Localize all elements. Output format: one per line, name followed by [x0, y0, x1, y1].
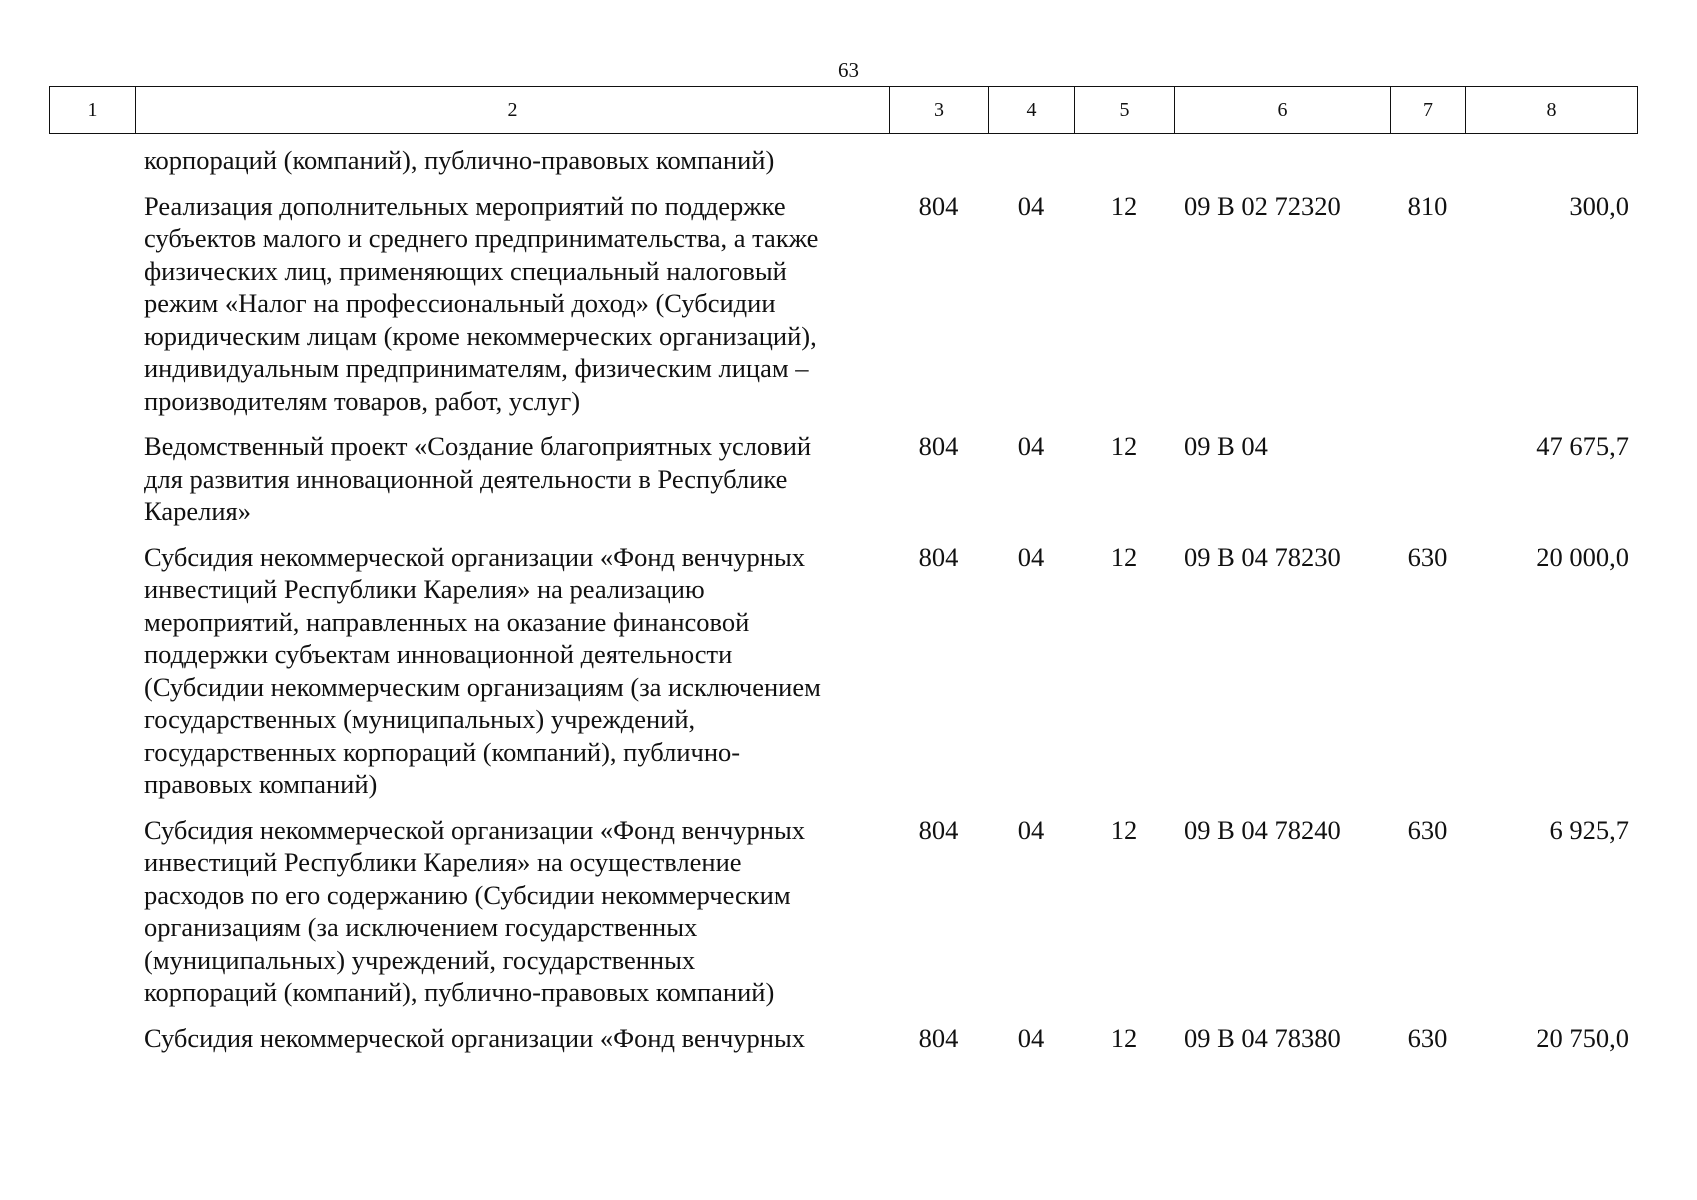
amount-cell: 300,0 — [1569, 190, 1629, 221]
column-header-row — [50, 87, 1638, 134]
section-code-cell: 04 — [1017, 1022, 1045, 1053]
amount-cell: 6 925,7 — [1549, 814, 1629, 845]
target-article-cell — [1174, 144, 1390, 190]
expense-type-cell: 630 — [1407, 814, 1448, 845]
subsection-code-cell: 12 — [1110, 541, 1138, 572]
subsection-code-cell: 12 — [1110, 814, 1138, 845]
column-header-8: 8 — [1466, 87, 1638, 134]
expense-type-cell: 630 — [1407, 541, 1448, 572]
section-code-cell: 04 — [1017, 190, 1045, 221]
row-name-cell: Субсидия некоммерческой организации «Фонд венчурных — [144, 1022, 806, 1053]
column-header-table — [49, 86, 1638, 134]
ministry-code-cell: 804 — [918, 431, 959, 461]
row-name-cell: Субсидия некоммерческой организации «Фонд венчурных инвестиций Республики Карелия» на реализацию мероприятий, направленных на оказание финансовой поддержки субъектам инновационной деятельности (Субсидии некоммерческим организациям (за исключением государственных (муниципальных) учреждений, государственных корпораций (компаний), публично- правовых компаний) — [144, 541, 821, 799]
expense-type-cell: 630 — [1407, 1022, 1448, 1053]
ministry-code-cell: 804 — [918, 1022, 959, 1053]
amount-cell: 47 675,7 — [1536, 431, 1629, 461]
row-name-cell: Реализация дополнительных мероприятий по поддержке субъектов малого и среднего предпринимательства, а также физических лиц, применяющих специальный налоговый режим «Налог на профессиональный доход» (Субсидии юридическим лицам (кроме некоммерческих организаций), индивидуальным предпринимателям, физическим лицам – производителям товаров, работ, услуг) — [144, 190, 819, 416]
subsection-code-cell: 12 — [1110, 431, 1138, 461]
expense-type-cell — [1390, 430, 1465, 541]
target-article-cell: 09 В 04 78240 — [1184, 814, 1341, 845]
amount-cell: 20 750,0 — [1536, 1022, 1629, 1053]
target-article-cell: 09 В 02 72320 — [1184, 190, 1341, 221]
column-header-2: 2 — [136, 87, 890, 134]
column-header-5: 5 — [1075, 87, 1175, 134]
ministry-code-cell — [889, 144, 988, 190]
table-row — [49, 190, 1637, 431]
row-name-cell: Ведомственный проект «Создание благоприятных условий для развития инновационной деятельности в Республике Карелия» — [144, 431, 812, 526]
subsection-code-cell: 12 — [1110, 190, 1138, 221]
amount-cell: 20 000,0 — [1536, 541, 1629, 572]
amount-cell — [1465, 144, 1637, 190]
expense-type-cell — [1390, 144, 1465, 190]
column-header-4: 4 — [989, 87, 1075, 134]
subsection-code-cell: 12 — [1110, 1022, 1138, 1053]
ministry-code-cell: 804 — [918, 541, 959, 572]
ministry-code-cell: 804 — [918, 190, 959, 221]
row-name-cell: Субсидия некоммерческой организации «Фонд венчурных инвестиций Республики Карелия» на осуществление расходов по его содержанию (Субсидии некоммерческим организациям (за исключением государственных (муниципальных) учреждений, государственных корпораций (компаний), публично-правовых компаний) — [144, 814, 806, 1007]
table-row — [49, 144, 1637, 190]
table-row — [49, 541, 1637, 814]
budget-table — [49, 144, 1637, 1067]
ministry-code-cell: 804 — [918, 814, 959, 845]
section-code-cell: 04 — [1017, 431, 1045, 461]
column-header-3: 3 — [890, 87, 989, 134]
row-name-cell: корпораций (компаний), публично-правовых компаний) — [144, 145, 775, 175]
column-header-1: 1 — [50, 87, 136, 134]
subsection-code-cell — [1074, 144, 1174, 190]
section-code-cell: 04 — [1017, 541, 1045, 572]
table-row — [49, 814, 1637, 1022]
target-article-cell: 09 В 04 — [1184, 431, 1268, 461]
column-header-6: 6 — [1175, 87, 1391, 134]
target-article-cell: 09 В 04 78230 — [1184, 541, 1341, 572]
column-header-7: 7 — [1391, 87, 1466, 134]
section-code-cell — [988, 144, 1074, 190]
expense-type-cell: 810 — [1407, 190, 1448, 221]
section-code-cell: 04 — [1017, 814, 1045, 845]
target-article-cell: 09 В 04 78380 — [1184, 1022, 1341, 1053]
table-row — [49, 1022, 1637, 1068]
table-row — [49, 430, 1637, 541]
page-number: 63 — [838, 58, 859, 82]
